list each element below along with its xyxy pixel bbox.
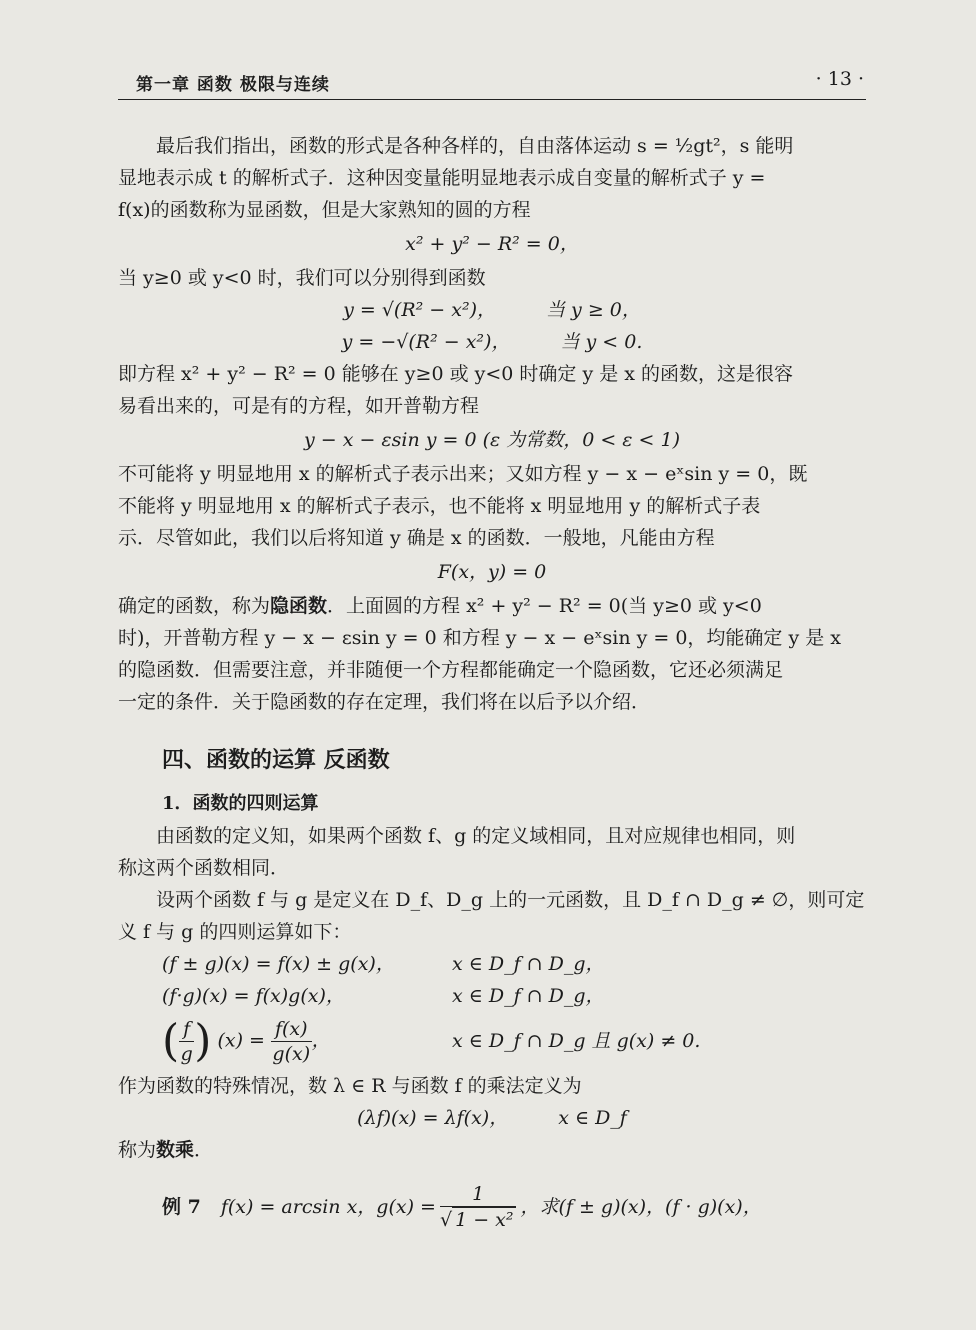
- formula: (f ± g)(x) = f(x) ± g(x)，: [162, 953, 395, 975]
- subsection-heading: 1．函数的四则运算: [162, 793, 319, 814]
- page-number: · 13 ·: [815, 68, 864, 90]
- paren-left: (: [162, 1015, 180, 1066]
- equation-row: [118, 294, 866, 326]
- example-7: [118, 1178, 866, 1236]
- paren-right: ): [194, 1015, 212, 1066]
- fraction-numerator: 1: [440, 1182, 517, 1207]
- fraction: [440, 1182, 517, 1232]
- formula: ( $\frac{f}{g}$ ) (x) = $\frac{f(x)}{g(x)}$ ，: [162, 1015, 331, 1066]
- operation-product: [162, 980, 866, 1012]
- formula-domain: x ∈ D_f ∩ D_g，: [452, 953, 605, 975]
- term-implicit-function: 隐函数: [270, 595, 328, 617]
- paragraph-line: 义 f 与 g 的四则运算如下：: [118, 921, 352, 943]
- fraction-denominator: √ 1 − x²: [440, 1207, 517, 1232]
- operation-quotient: [162, 1012, 866, 1070]
- fraction-numerator: f(x): [271, 1017, 312, 1042]
- fraction-numerator: f: [179, 1017, 194, 1042]
- paragraph-line: [118, 1134, 866, 1166]
- equation-condition: x ∈ D_f: [558, 1107, 627, 1129]
- chapter-title: 第一章 函数 极限与连续: [136, 75, 330, 95]
- equation-row: [118, 326, 866, 358]
- formula-domain: x ∈ D_f ∩ D_g，: [452, 985, 605, 1007]
- term-scalar-multiplication: 数乘: [156, 1139, 195, 1161]
- formula-text: (x) =: [217, 1029, 265, 1051]
- equation-row: [118, 1102, 866, 1134]
- paragraph-line: 设两个函数 f 与 g 是定义在 D_f、D_g 上的一元函数，且 D_f ∩ D_g ≠ ∅，则可定: [156, 889, 865, 911]
- paragraph-line: 作为函数的特殊情况，数 λ ∈ R 与函数 f 的乘法定义为: [118, 1075, 582, 1097]
- equation-circle: x² + y² − R² = 0，: [405, 233, 579, 255]
- section-heading: 四、函数的运算 反函数: [162, 747, 390, 773]
- operation-sum: [162, 948, 866, 980]
- paragraph-line: 的隐函数．但需要注意，并非随便一个方程都能确定一个隐函数，它还必须满足: [118, 659, 784, 681]
- text-run: 称为: [118, 1139, 157, 1161]
- paragraph-line: 不可能将 y 明显地用 x 的解析式子表示出来；又如方程 y − x − eˣsin y = 0，既: [118, 463, 808, 485]
- text-run: ．: [194, 1139, 214, 1161]
- paragraph-line: 当 y≥0 或 y<0 时，我们可以分别得到函数: [118, 267, 486, 289]
- fraction-denominator: g: [180, 1042, 193, 1065]
- equation-left: y = −√(R² − x²)，: [341, 331, 511, 353]
- paragraph-line: 一定的条件．关于隐函数的存在定理，我们将在以后予以介绍．: [118, 691, 651, 713]
- text-run: ．上面圆的方程 x² + y² − R² = 0(当 y≥0 或 y<0: [327, 595, 762, 617]
- paragraph-line: 不能将 y 明显地用 x 的解析式子表示，也不能将 x 明显地用 y 的解析式子表: [118, 495, 761, 517]
- example-text: f(x) = arcsin x，g(x) =: [220, 1196, 436, 1218]
- fraction-denominator: g(x): [272, 1042, 311, 1065]
- example-text: ，求(f ± g)(x)，(f · g)(x)，: [520, 1196, 762, 1218]
- paragraph-line: 即方程 x² + y² − R² = 0 能够在 y≥0 或 y<0 时确定 y 是 x 的函数，这是很容: [118, 363, 794, 385]
- header-rule: [118, 99, 866, 100]
- paragraph-line: 示．尽管如此，我们以后将知道 y 确是 x 的函数．一般地，凡能由方程: [118, 527, 715, 549]
- equation-implicit: F(x，y) = 0: [437, 561, 547, 583]
- example-label: 例 7: [162, 1196, 201, 1218]
- paragraph-line: f(x)的函数称为显函数，但是大家熟知的圆的方程: [118, 199, 531, 221]
- page-body: [118, 130, 866, 1236]
- paragraph-line: 时)，开普勒方程 y − x − εsin y = 0 和方程 y − x − eˣsin y = 0，均能确定 y 是 x: [118, 627, 841, 649]
- paragraph-line: 称这两个函数相同．: [118, 857, 290, 879]
- formula: (f·g)(x) = f(x)g(x)，: [162, 985, 345, 1007]
- equation-kepler: y − x − εsin y = 0 (ε 为常数，0 < ε < 1): [303, 429, 681, 451]
- sqrt-radicand: 1 − x²: [452, 1207, 516, 1232]
- equation-condition: 当 y < 0.: [560, 331, 643, 353]
- text-run: 确定的函数，称为: [118, 595, 271, 617]
- paragraph-line: 易看出来的，可是有的方程，如开普勒方程: [118, 395, 480, 417]
- page-header: [118, 66, 866, 98]
- formula-domain: x ∈ D_f ∩ D_g 且 g(x) ≠ 0.: [452, 1030, 701, 1052]
- fraction: [179, 1017, 194, 1066]
- paragraph-line: 显地表示成 t 的解析式子．这种因变量能明显地表示成自变量的解析式子 y =: [118, 167, 766, 189]
- equation-left: y = √(R² − x²)，: [343, 299, 497, 321]
- equation-condition: 当 y ≥ 0，: [546, 299, 641, 321]
- fraction: [271, 1017, 312, 1066]
- equation-left: (λf)(x) = λf(x)，: [357, 1107, 509, 1129]
- paragraph-line: [118, 590, 866, 622]
- paragraph-line: 最后我们指出，函数的形式是各种各样的，自由落体运动 s = ½gt²，s 能明: [156, 135, 794, 157]
- paragraph-line: 由函数的定义知，如果两个函数 f、g 的定义域相同，且对应规律也相同，则: [156, 825, 796, 847]
